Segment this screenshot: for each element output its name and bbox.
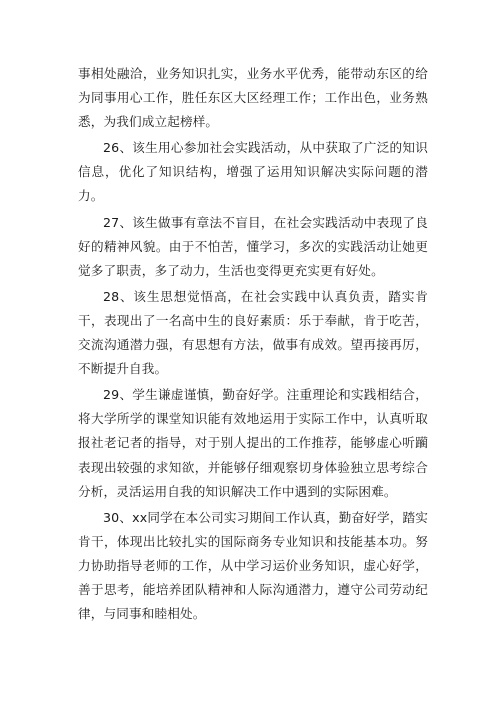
paragraph-30: 30、xx同学在本公司实习期间工作认真，勤奋好学，踏实肯干，体现出比较扎实的国际商务专业知识和技能基本功。努力协助指导老师的工作，从中学习运价业务知识，虚心好学，善于思考，能培养团队精神和人际沟通潜力，遵守公司劳动纪律，与同事和睦相处。: [78, 509, 428, 622]
paragraph-28: 28、该生思想觉悟高，在社会实践中认真负责，踏实肯干，表现出了一名高中生的良好素质：乐于奉献，肯于吃苦，交流沟通潜力强，有思想有方法，做事有成效。望再接再厉，不断提升自我。: [78, 288, 428, 377]
paragraph-29: 29、学生谦虚谨慎，勤奋好学。注重理论和实践相结合，将大学所学的课堂知识能有效地运用于实际工作中，认真听取报社老记者的指导，对于别人提出的工作推荐，能够虚心听躏表现出较强的求知欲，并能够仔细观察切身体验独立思考综合分析，灵活运用自我的知识解决工作中遇到的实际困难。: [78, 387, 428, 499]
paragraph-continuation: 事相处融洽，业务知识扎实，业务水平优秀，能带动东区的给为同事用心工作，胜任东区大区经理工作；工作出色，业务熟悉，为我们成立起榜样。: [78, 66, 428, 130]
paragraph-26: 26、该生用心参加社会实践活动，从中获取了广泛的知识信息，优化了知识结构，增强了运用知识解决实际问题的潜力。: [78, 140, 428, 204]
paragraph-27: 27、该生做事有章法不盲目，在社会实践活动中表现了良好的精神风貌。由于不怕苦，懂学习，多次的实践活动让她更觉多了职责，多了动力，生活也变得更充实更有好处。: [78, 214, 428, 278]
